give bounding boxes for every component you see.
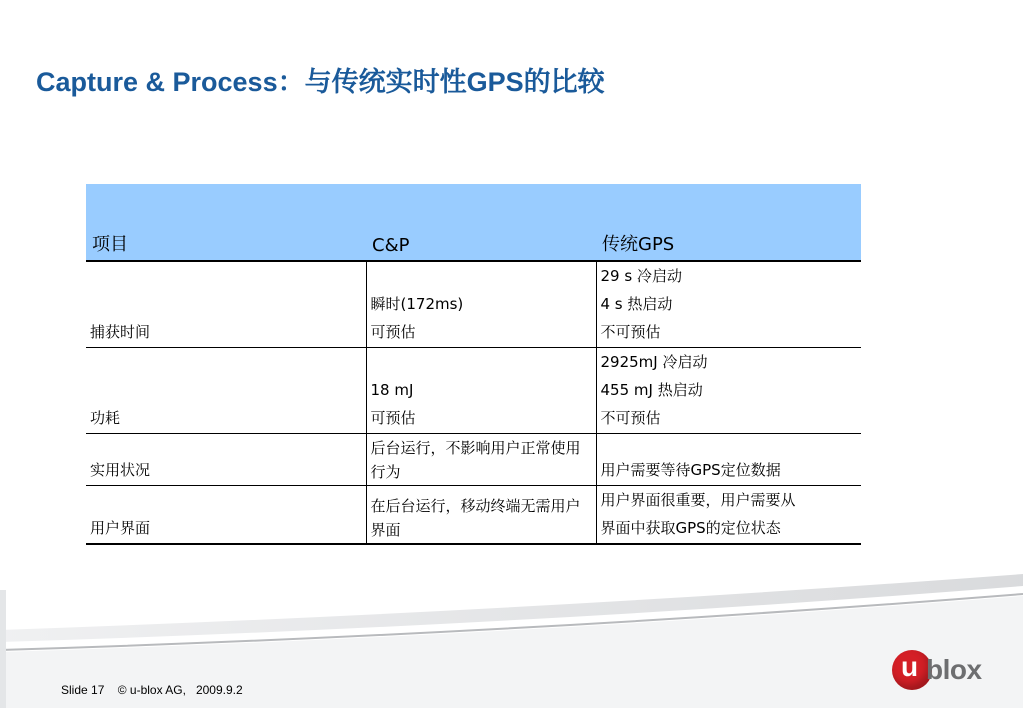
cp-cell (366, 261, 596, 348)
gps-value: 不可预估 (600, 323, 661, 341)
gps-value: 界面中获取GPS的定位状态 (600, 519, 781, 537)
cp-value: 可预估 (370, 323, 416, 341)
cp-value: 后台运行，不影响用户正常使用行为 (370, 439, 581, 481)
gps-cell (596, 434, 861, 486)
cp-value: 瞬时(172ms) (370, 295, 464, 313)
gps-cell (596, 486, 861, 545)
header-item: 项目 (86, 184, 366, 261)
gps-cell (596, 348, 861, 434)
gps-value: 不可预估 (600, 409, 661, 427)
logo-mark: u (901, 651, 919, 682)
gps-value: 用户界面很重要，用户需要从 (600, 491, 796, 509)
cp-value: 在后台运行，移动终端无需用户界面 (370, 497, 581, 539)
header-gps: 传统GPS (596, 184, 861, 261)
table-row (86, 261, 861, 348)
cp-cell (366, 348, 596, 434)
slide-title: Capture & Process：与传统实时性GPS的比较 (36, 67, 605, 97)
slide-footer (61, 683, 243, 697)
logo-text: blox (926, 654, 982, 685)
table-row (86, 486, 861, 545)
gps-value: 2925mJ 冷启动 (600, 353, 708, 371)
row-item-label: 用户界面 (86, 486, 366, 545)
cp-value: 可预估 (370, 409, 416, 427)
gps-value: 用户需要等待GPS定位数据 (600, 461, 781, 479)
cp-value: 18 mJ (370, 381, 414, 399)
cp-cell (366, 486, 596, 545)
gps-cell (596, 261, 861, 348)
table-row (86, 434, 861, 486)
gps-value: 29 s 冷启动 (600, 267, 682, 285)
row-item-label: 功耗 (86, 348, 366, 434)
cp-cell (366, 434, 596, 486)
row-item-label: 捕获时间 (86, 261, 366, 348)
footer-date: 2009.9.2 (195, 683, 243, 697)
copyright: © u-blox AG, (117, 683, 186, 697)
table-header-row (86, 184, 861, 261)
slide-number: Slide 17 (61, 683, 105, 697)
comparison-table (86, 184, 861, 545)
row-item-label: 实用状况 (86, 434, 366, 486)
ublox-logo (892, 648, 1002, 692)
gps-value: 4 s 热启动 (600, 295, 673, 313)
table-row (86, 348, 861, 434)
header-cp: C&P (366, 184, 596, 261)
gps-value: 455 mJ 热启动 (600, 381, 703, 399)
